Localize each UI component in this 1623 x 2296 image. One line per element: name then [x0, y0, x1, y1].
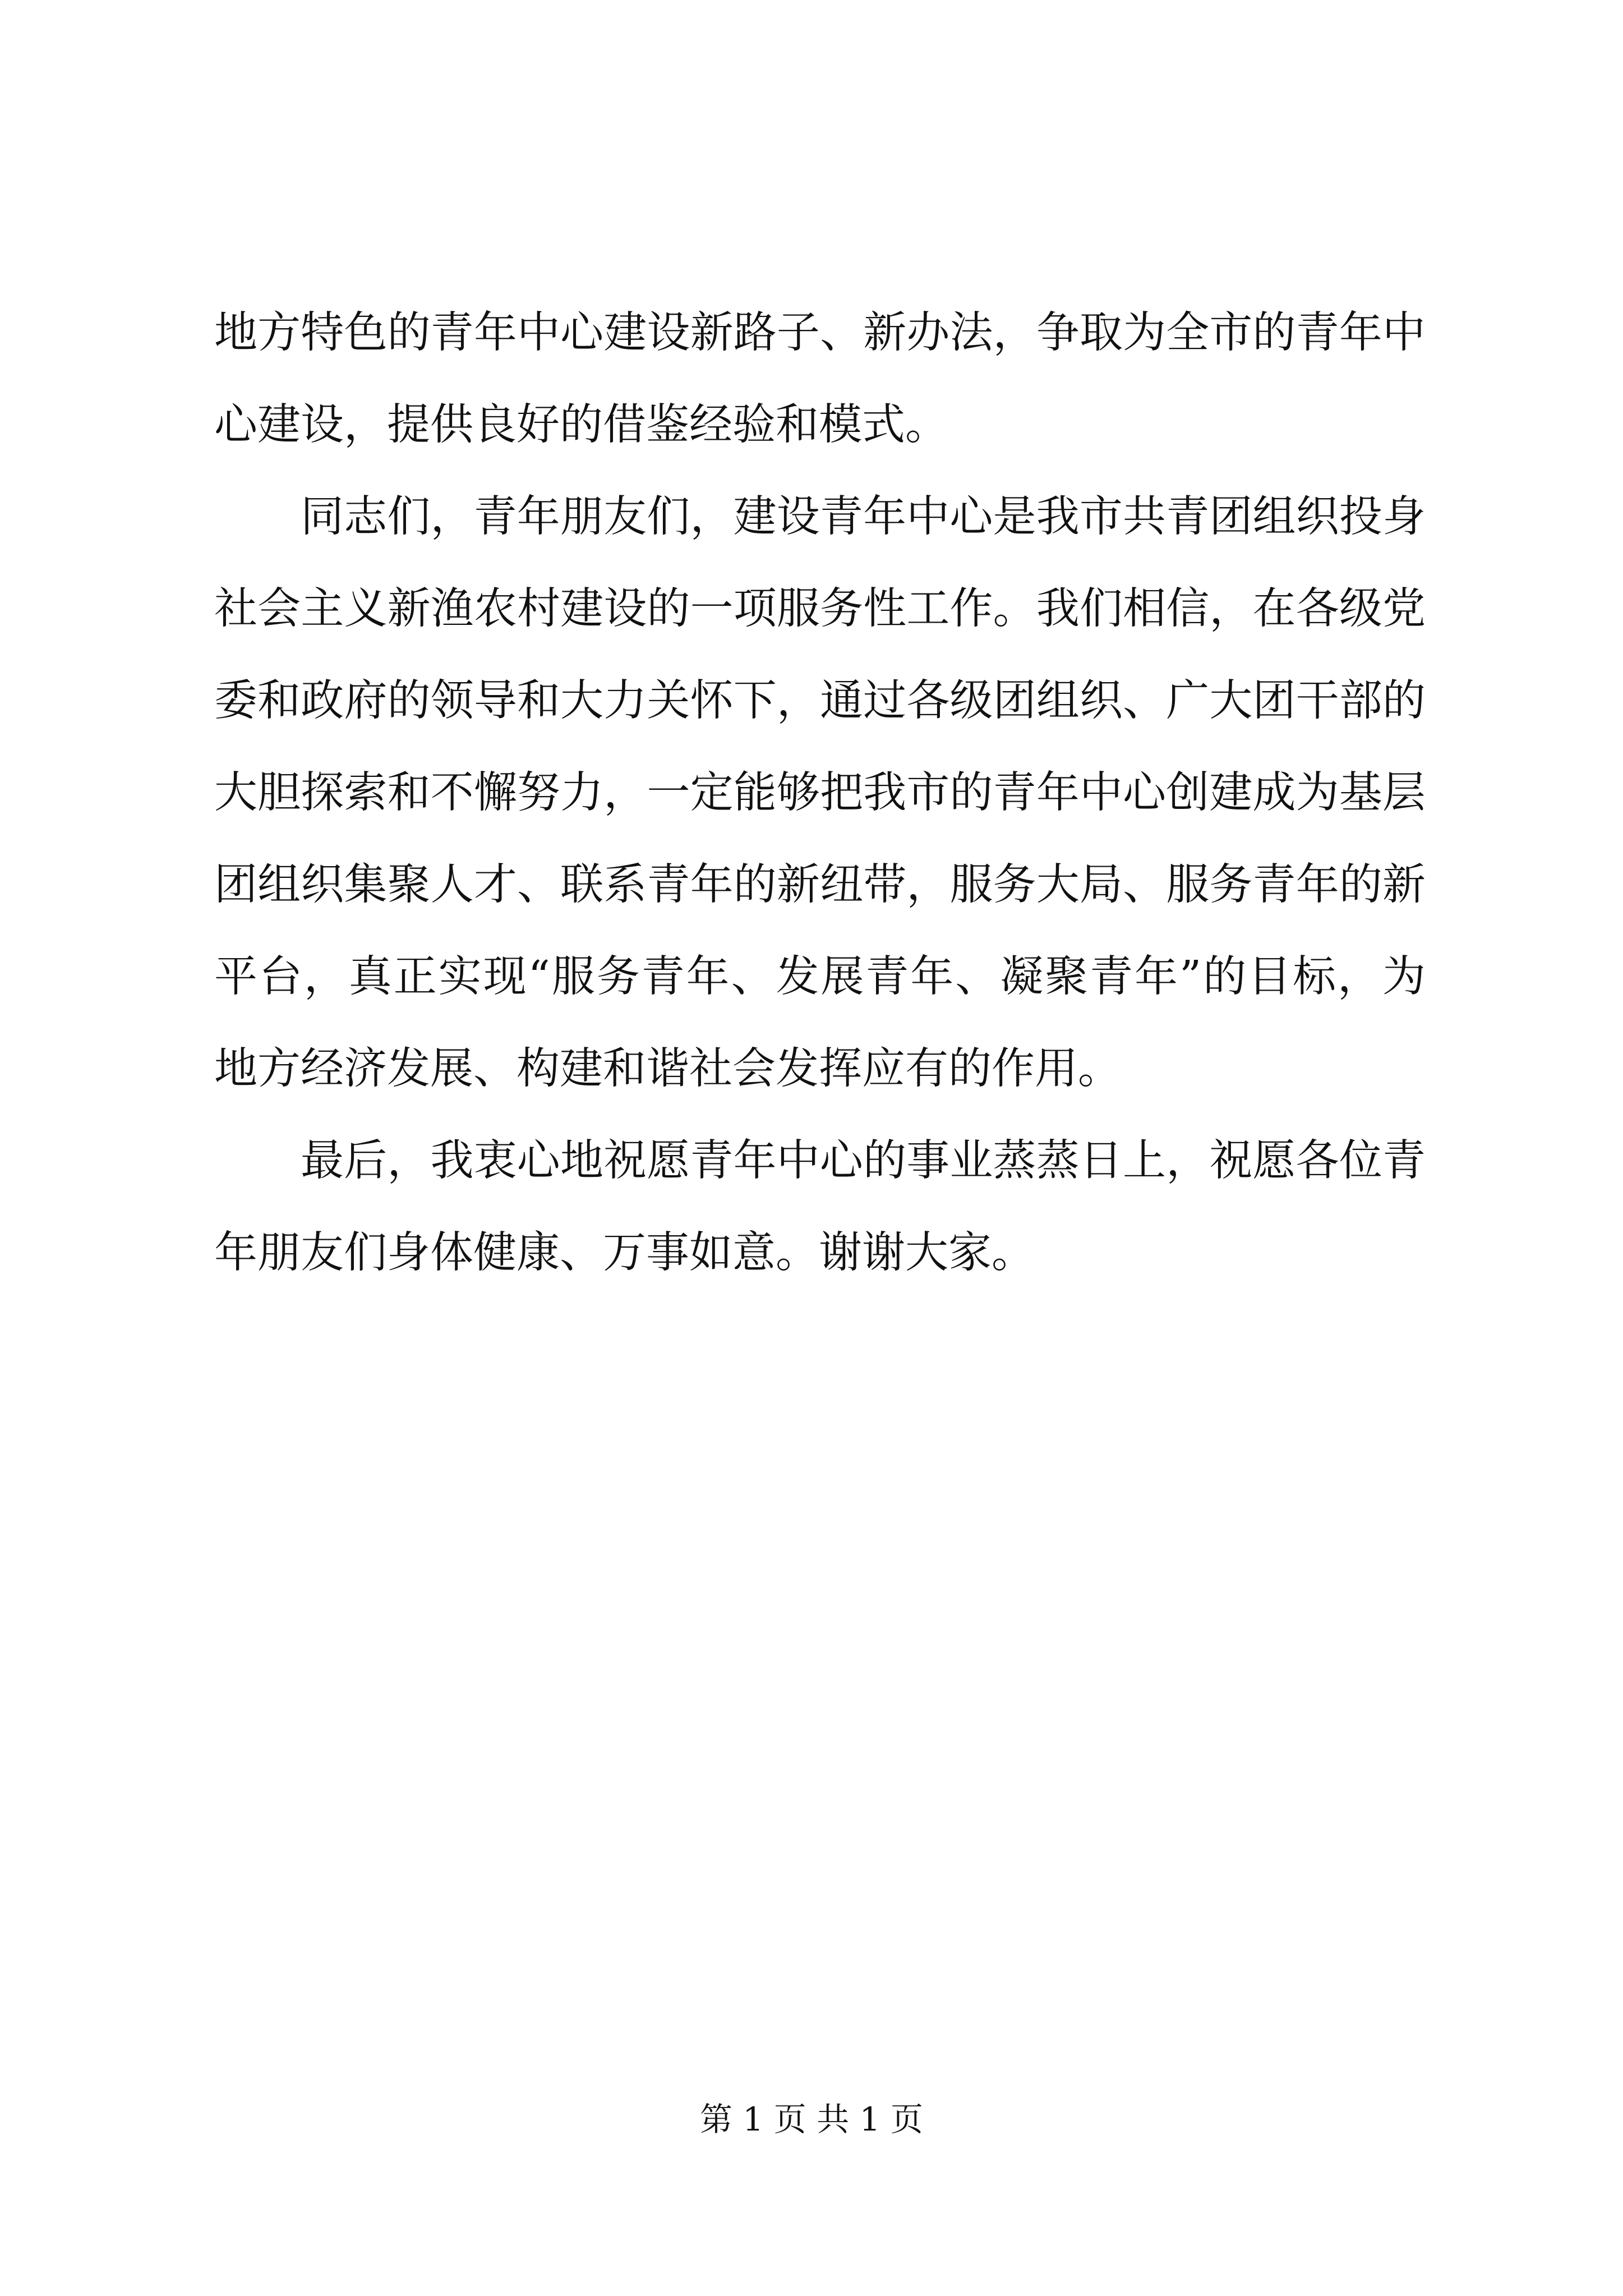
paragraph-line: 委和政府的领导和大力关怀下，通过各级团组织、广大团干部的 — [214, 676, 1426, 726]
paragraph-line: 最后，我衷心地祝愿青年中心的事业蒸蒸日上，祝愿各位青 — [301, 1136, 1426, 1186]
paragraph-3 — [214, 1115, 1426, 1299]
paragraph-line: 同志们，青年朋友们，建设青年中心是我市共青团组织投身 — [301, 492, 1426, 542]
paragraph-2 — [214, 471, 1426, 1115]
paragraph-line: 心建设，提供良好的借鉴经验和模式。 — [214, 400, 948, 450]
document-body — [214, 287, 1426, 1299]
paragraph-line: 平台，真正实现“服务青年、发展青年、凝聚青年”的目标，为 — [214, 952, 1426, 1002]
paragraph-line: 社会主义新渔农村建设的一项服务性工作。我们相信，在各级党 — [214, 584, 1426, 634]
paragraph-1 — [214, 287, 1426, 471]
paragraph-line: 年朋友们身体健康、万事如意。谢谢大家。 — [214, 1228, 1035, 1278]
paragraph-line: 地方特色的青年中心建设新路子、新办法，争取为全市的青年中 — [214, 308, 1426, 358]
page-number-footer: 第 1 页 共 1 页 — [700, 2100, 923, 2138]
paragraph-line: 团组织集聚人才、联系青年的新纽带，服务大局、服务青年的新 — [214, 860, 1426, 910]
paragraph-line: 地方经济发展、构建和谐社会发挥应有的作用。 — [214, 1044, 1121, 1094]
paragraph-line: 大胆探索和不懈努力，一定能够把我市的青年中心创建成为基层 — [214, 768, 1426, 818]
